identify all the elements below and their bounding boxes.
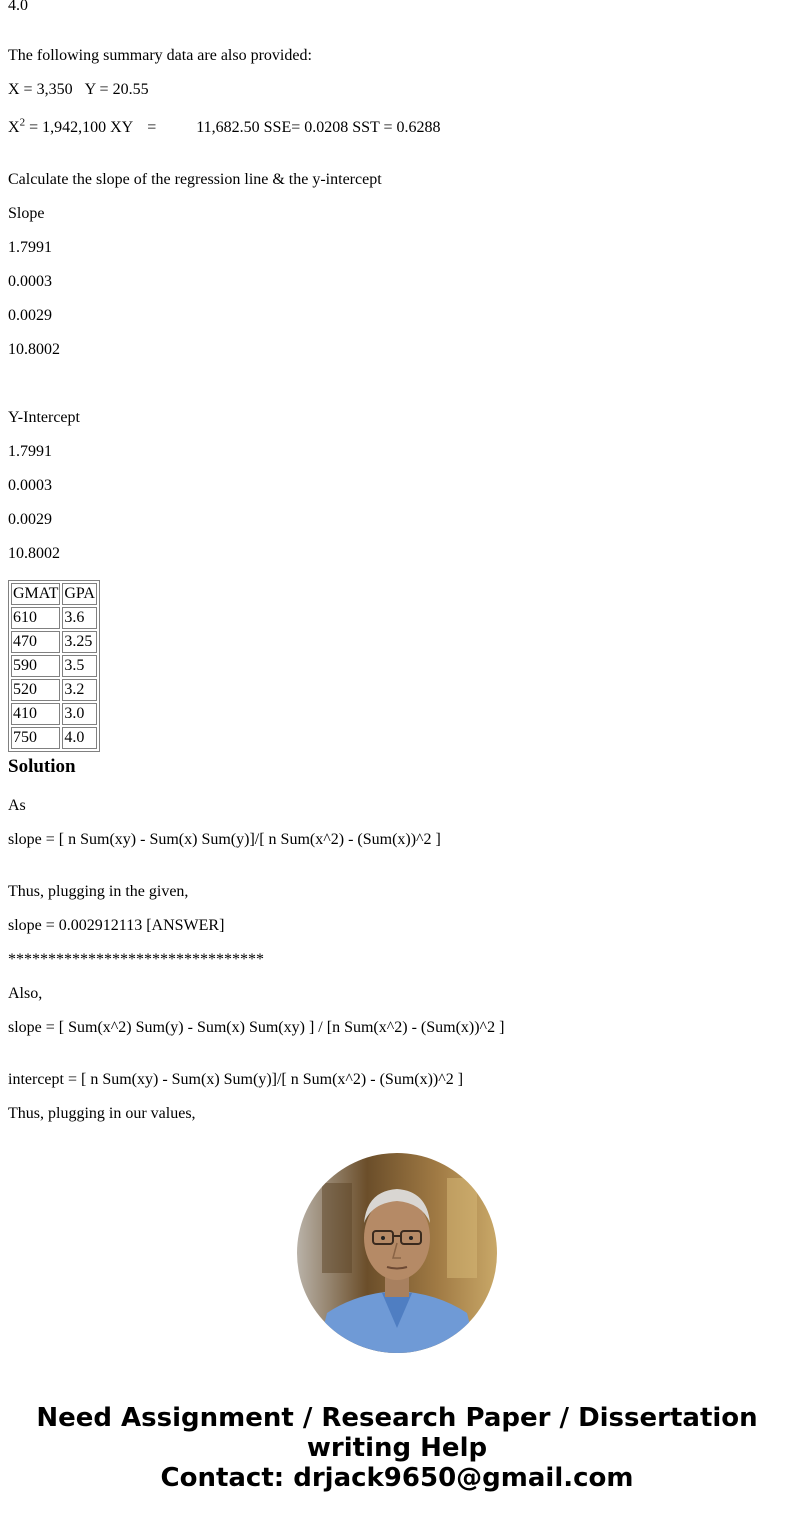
table-cell: 750 bbox=[11, 727, 60, 749]
slope-formula: slope = [ n Sum(xy) - Sum(x) Sum(y)]/[ n Sum(x^2) - (Sum(x))^2 ] bbox=[8, 831, 441, 848]
slope-answer: slope = 0.002912113 [ANSWER] bbox=[8, 917, 225, 934]
table-cell: 3.5 bbox=[62, 655, 97, 677]
table-cell: 3.25 bbox=[62, 631, 97, 653]
table-header-cell: GPA bbox=[62, 583, 97, 605]
intercept-option: 10.8002 bbox=[8, 545, 60, 562]
footer-contact: Contact: drjack9650@gmail.com bbox=[160, 1463, 634, 1493]
x2-exponent: 2 bbox=[19, 116, 26, 129]
top-fragment: 4.0 bbox=[8, 0, 28, 14]
summary-line-2 bbox=[8, 116, 441, 137]
question-text: Calculate the slope of the regression line & the y-intercept bbox=[8, 171, 382, 188]
table-cell: 410 bbox=[11, 703, 60, 725]
slope-option: 10.8002 bbox=[8, 341, 60, 358]
xy-equals: = bbox=[147, 119, 157, 136]
y-sum: Y = 20.55 bbox=[84, 81, 149, 98]
intercept-option: 1.7991 bbox=[8, 443, 52, 460]
summary-line-1 bbox=[8, 81, 149, 99]
intercept-formula: intercept = [ n Sum(xy) - Sum(x) Sum(y)]/[ n Sum(x^2) - (Sum(x))^2 ] bbox=[8, 1071, 464, 1088]
solution-heading: Solution bbox=[8, 756, 76, 777]
table-cell: 590 bbox=[11, 655, 60, 677]
table-header-row bbox=[11, 583, 97, 605]
xy-sse-sst-values: 11,682.50 SSE= 0.0208 SST = 0.6288 bbox=[196, 119, 441, 136]
table-cell: 4.0 bbox=[62, 727, 97, 749]
slope-formula-2: slope = [ Sum(x^2) Sum(y) - Sum(x) Sum(xy) ] / [n Sum(x^2) - (Sum(x))^2 ] bbox=[8, 1019, 505, 1036]
summary-intro: The following summary data are also provided: bbox=[8, 47, 312, 64]
table-row bbox=[11, 631, 97, 653]
author-avatar bbox=[297, 1153, 497, 1353]
intercept-heading: Y-Intercept bbox=[8, 409, 80, 426]
table-cell: 3.0 bbox=[62, 703, 97, 725]
gmat-gpa-table bbox=[8, 580, 100, 752]
intercept-option: 0.0029 bbox=[8, 511, 52, 528]
table-row bbox=[11, 607, 97, 629]
table-cell: 610 bbox=[11, 607, 60, 629]
table-cell: 520 bbox=[11, 679, 60, 701]
table-header-cell: GMAT bbox=[11, 583, 60, 605]
footer-promo bbox=[0, 1403, 794, 1493]
x2-value: = 1,942,100 XY bbox=[25, 119, 134, 136]
slope-option: 1.7991 bbox=[8, 239, 52, 256]
x2-base: X bbox=[8, 119, 20, 136]
table-row bbox=[11, 727, 97, 749]
separator-stars: ******************************** bbox=[8, 951, 264, 968]
table-row bbox=[11, 655, 97, 677]
slope-option: 0.0003 bbox=[8, 273, 52, 290]
slope-option: 0.0029 bbox=[8, 307, 52, 324]
also-text: Also, bbox=[8, 985, 43, 1002]
x-sum: X = 3,350 bbox=[8, 81, 73, 98]
footer-line-1: Need Assignment / Research Paper / Dissertation bbox=[36, 1403, 758, 1433]
person-portrait-icon bbox=[297, 1153, 497, 1353]
table-row bbox=[11, 703, 97, 725]
plugging-text-2: Thus, plugging in our values, bbox=[8, 1105, 196, 1122]
intercept-option: 0.0003 bbox=[8, 477, 52, 494]
table-cell: 470 bbox=[11, 631, 60, 653]
footer-line-2: writing Help bbox=[306, 1433, 488, 1463]
solution-as: As bbox=[8, 797, 26, 814]
table-cell: 3.6 bbox=[62, 607, 97, 629]
slope-heading: Slope bbox=[8, 205, 45, 222]
table-cell: 3.2 bbox=[62, 679, 97, 701]
table-row bbox=[11, 679, 97, 701]
plugging-text: Thus, plugging in the given, bbox=[8, 883, 189, 900]
